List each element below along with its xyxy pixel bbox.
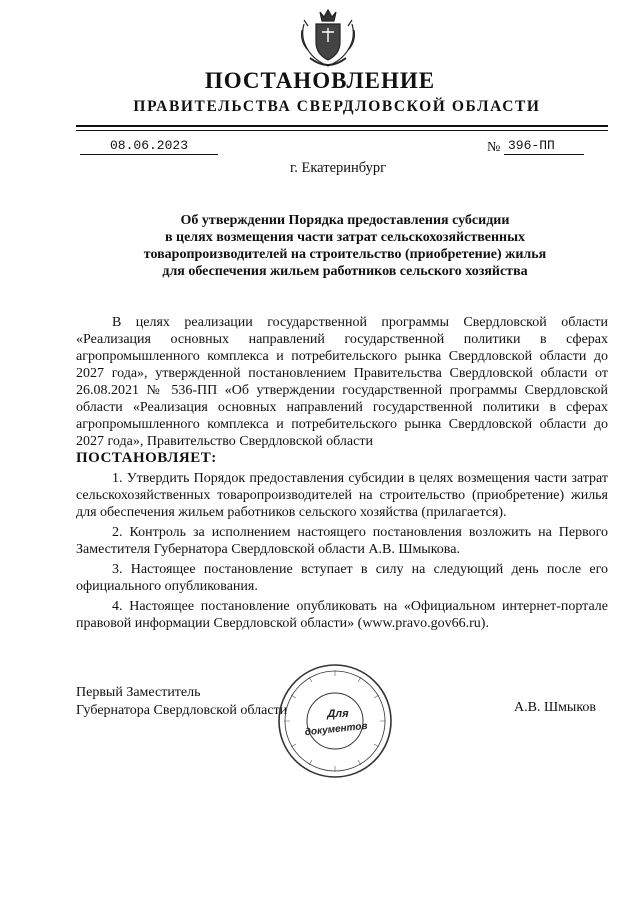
city-line: г. Екатеринбург <box>289 160 387 176</box>
number-sign: № <box>487 140 501 155</box>
official-stamp <box>276 662 394 780</box>
signatory-position <box>76 684 287 720</box>
document-date: 08.06.2023 <box>80 138 218 155</box>
decree-item: 1. Утвердить Порядок предоставления субсидии в целях возмещения части затрат сельскохозяйственных товаропроизводителей на строительство (приобретение) жилья для обеспечения жильем работников сельского хозяйства (прилагается). <box>76 471 608 520</box>
stamp-text-line: документов <box>304 720 369 739</box>
document-type-title: ПОСТАНОВЛЕНИЕ <box>204 68 436 93</box>
decree-item: 3. Настоящее постановление вступает в силу на следующий день после его официального опубликования. <box>76 562 608 594</box>
position-line: Первый Заместитель <box>76 685 201 700</box>
stamp-text-line: Для <box>327 708 349 720</box>
header-divider-thin <box>76 130 608 131</box>
signatory-name: А.В. Шмыков <box>514 700 597 715</box>
decree-item: 2. Контроль за исполнением настоящего постановления возложить на Первого Заместителя Губернатора Свердловской области А.В. Шмыкова. <box>76 525 608 557</box>
preamble-paragraph: В целях реализации государственной программы Свердловской области «Реализация основных направлений государственной политики в сферах агропромышленного комплекса и потребительского рынка Свердловской области до 2027 года», утвержденной постановлением Правительства Свердловской области от 26.08.2021 № 536-ПП «Об утверждении государственной программы Свердловской области «Реализация основных направлений государственной политики в сферах агропромышленного комплекса и потребительского рынка Свердловской области до 2027 года», Правительство Свердловской области <box>76 315 608 449</box>
header-divider-thick <box>76 125 608 127</box>
heading-line: Об утверждении Порядка предоставления субсидии <box>180 213 510 228</box>
decree-word: ПОСТАНОВЛЯЕТ: <box>76 450 217 466</box>
document-body <box>76 314 608 632</box>
coat-of-arms-icon <box>298 8 358 70</box>
decree-item: 4. Настоящее постановление опубликовать на «Официальном интернет-портале правовой информации Свердловской области» (www.pravo.gov66.ru). <box>76 599 608 631</box>
issuer-title: ПРАВИТЕЛЬСТВА СВЕРДЛОВСКОЙ ОБЛАСТИ <box>133 98 541 115</box>
document-heading <box>80 212 610 280</box>
document-number: 396-ПП <box>504 138 584 155</box>
heading-line: товаропроизводителей на строительство (приобретение) жилья <box>143 247 547 262</box>
position-line: Губернатора Свердловской области <box>76 703 288 718</box>
heading-line: для обеспечения жильем работников сельского хозяйства <box>162 264 528 279</box>
heading-line: в целях возмещения части затрат сельскохозяйственных <box>164 230 526 245</box>
